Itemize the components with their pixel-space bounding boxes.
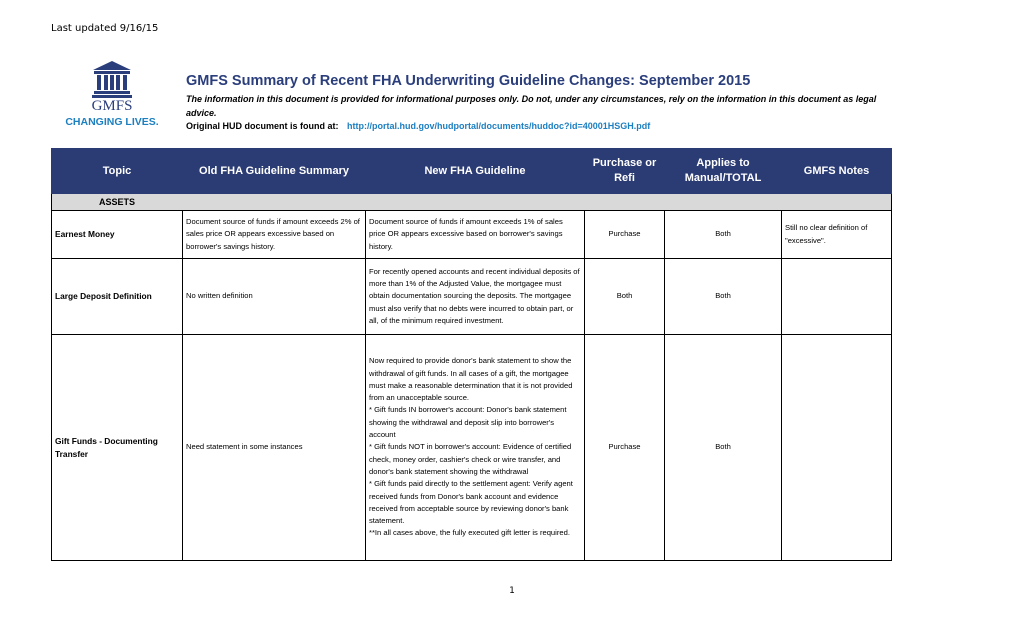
table-row — [52, 211, 892, 259]
column-header-notes: GMFS Notes — [782, 149, 892, 194]
logo-wordmark: GMFS — [91, 98, 133, 114]
new-guideline-bullet: * Gift funds NOT in borrower's account: Evidence of certified check, money order, cashier's check or wire transfer, and donor's bank statement showing the withdrawal — [369, 442, 572, 476]
cell-new-guideline: For recently opened accounts and recent individual deposits of more than 1% of the Adjusted Value, the mortgagee must obtain documentation sourcing the deposits. The mortgagee must also verify that no debts were incurred to obtain part, or all, of the minimum required investment. — [366, 259, 585, 335]
cell-topic: Large Deposit Definition — [52, 259, 183, 335]
disclaimer: The information in this document is provided for informational purposes only. Do not, under any circumstances, rely on the information in this document as legal advice. — [186, 94, 877, 118]
logo-tagline: CHANGING LIVES. — [65, 116, 159, 128]
cell-purchase-refi: Both — [585, 259, 665, 335]
cell-topic: Earnest Money — [52, 211, 183, 259]
cell-notes — [782, 259, 892, 335]
cell-purchase-refi: Purchase — [585, 335, 665, 561]
section-row-assets — [52, 194, 892, 211]
hud-document-link[interactable]: http://portal.hud.gov/hudportal/documents/huddoc?id=40001HSGH.pdf — [347, 121, 651, 131]
guideline-table — [51, 148, 892, 561]
column-header-topic: Topic — [52, 149, 183, 194]
guideline-table-wrapper — [51, 148, 891, 561]
table-header-row — [52, 149, 892, 194]
cell-applies: Both — [665, 211, 782, 259]
cell-new-guideline: Document source of funds if amount exceeds 1% of sales price OR appears excessive based on borrower's savings history. — [366, 211, 585, 259]
cell-notes — [782, 335, 892, 561]
cell-applies: Both — [665, 259, 782, 335]
column-header-applies: Applies to Manual/TOTAL — [665, 149, 782, 194]
new-guideline-footnote: **In all cases above, the fully executed gift letter is required. — [369, 528, 570, 538]
bank-building-icon — [91, 60, 133, 98]
new-guideline-bullet: * Gift funds IN borrower's account: Donor's bank statement showing the withdrawal and deposit slip into borrower's account — [369, 405, 567, 440]
table-row — [52, 335, 892, 561]
cell-new-guideline — [366, 335, 585, 561]
cell-old-guideline: Document source of funds if amount exceeds 2% of sales price OR appears excessive based on borrower's savings history. — [183, 211, 366, 259]
cell-old-guideline: No written definition — [183, 259, 366, 335]
column-header-old: Old FHA Guideline Summary — [183, 149, 366, 194]
section-label: ASSETS — [52, 194, 892, 211]
cell-old-guideline: Need statement in some instances — [183, 335, 366, 561]
cell-purchase-refi: Purchase — [585, 211, 665, 259]
last-updated: Last updated 9/16/15 — [51, 23, 159, 34]
cell-notes: Still no clear definition of "excessive". — [782, 211, 892, 259]
column-header-new: New FHA Guideline — [366, 149, 585, 194]
cell-topic: Gift Funds - Documenting Transfer — [52, 335, 183, 561]
source-line — [186, 121, 650, 131]
cell-applies: Both — [665, 335, 782, 561]
table-row — [52, 259, 892, 335]
gmfs-logo — [64, 60, 160, 130]
source-label: Original HUD document is found at: — [186, 121, 339, 131]
page-number: 1 — [509, 586, 515, 596]
page-title: GMFS Summary of Recent FHA Underwriting Guideline Changes: September 2015 — [186, 73, 751, 89]
column-header-purchase-refi: Purchase or Refi — [585, 149, 665, 194]
new-guideline-bullet: * Gift funds paid directly to the settlement agent: Verify agent received funds from Donor's bank account and evidence received from acceptable source by reviewing donor's bank statement. — [369, 479, 573, 526]
new-guideline-paragraph: Now required to provide donor's bank statement to show the withdrawal of gift funds. In all cases of a gift, the mortgagee must make a reasonable determination that it is not provided from an unacceptable source. — [369, 356, 573, 403]
